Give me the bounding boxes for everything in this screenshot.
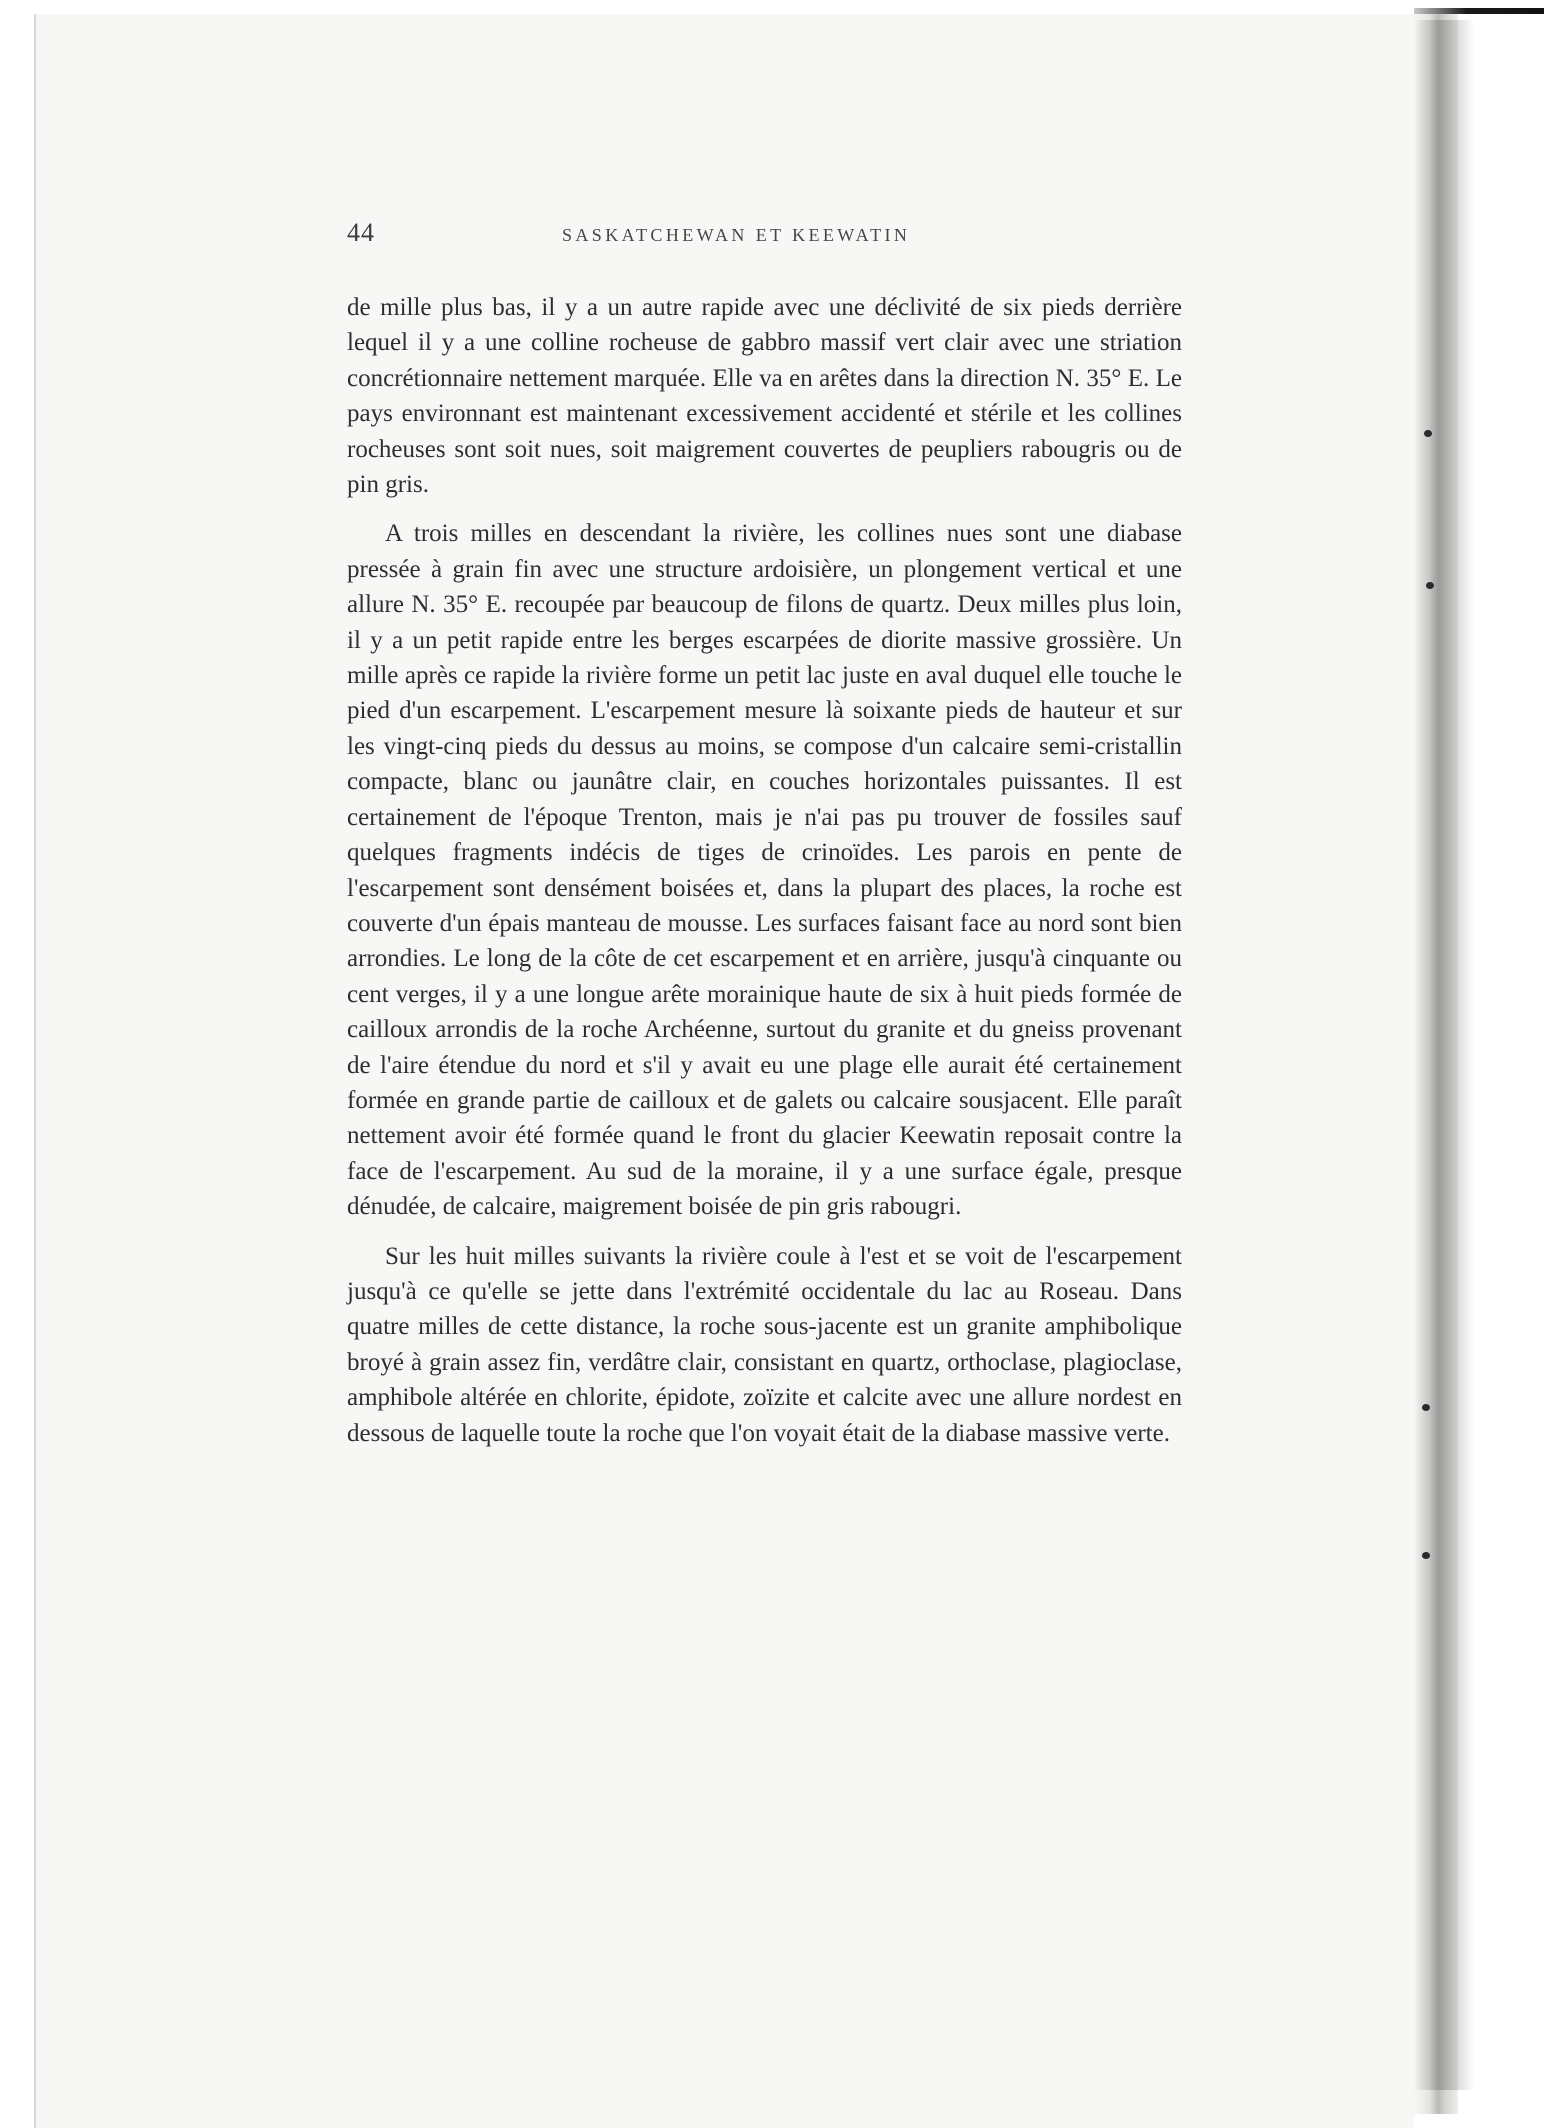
paragraph: de mille plus bas, il y a un autre rapide avec une déclivité de six pieds derrière lequel il y a une colline rocheuse de gabbro massif vert clair avec une striation concrétionnaire nettement marquée. Elle va en arêtes dans la direction N. 35° E. Le pays environnant est maintenant excessivement accidenté et stérile et les collines rocheuses sont soit nues, soit maigrement couvertes de peupliers rabougris ou de pin gris. [347, 294, 1182, 499]
paragraph: Sur les huit milles suivants la rivière coule à l'est et se voit de l'escarpement jusqu'à ce qu'elle se jette dans l'extrémité occidentale du lac au Roseau. Dans quatre milles de cette distance, la roche sous-jacente est un granite amphibolique broyé à grain assez fin, verdâtre clair, consistant en quartz, orthoclase, plagioclase, amphibole altérée en chlorite, épidote, zoïzite et calcite avec une allure nordest en dessous de laquelle toute la roche que l'on voyait était de la diabase massive verte. [347, 1242, 1182, 1447]
scan-speck [1424, 430, 1432, 437]
scan-speck [1426, 582, 1434, 589]
scan-speck [1422, 1404, 1430, 1411]
scan-speck [1422, 1552, 1430, 1559]
page-edge-gradient [1414, 20, 1474, 2090]
paragraph: A trois milles en descendant la rivière, les collines nues sont une diabase pressée à grain fin avec une structure ardoisière, un plongement vertical et une allure N. 35° E. recoupée par beaucoup de filons de quartz. Deux milles plus loin, il y a un petit rapide entre les berges escarpées de diorite massive grossière. Un mille après ce rapide la rivière forme un petit lac juste en aval duquel elle touche le pied d'un escarpement. L'escarpement mesure là soixante pieds de hauteur et sur les vingt-cinq pieds du dessus au moins, se compose d'un calcaire semi-cristallin compacte, blanc ou jaunâtre clair, en couches horizontales puissantes. Il est certainement de l'époque Trenton, mais je n'ai pas pu trouver de fossiles sauf quelques fragments indécis de tiges de crinoïdes. Les parois en pente de l'escarpement sont densément boisées et, dans la plupart des places, la roche est couverte d'un épais manteau de mousse. Les surfaces faisant face au nord sont bien arrondies. Le long de la côte de cet escarpement et en arrière, jusqu'à cinquante ou cent verges, il y a une longue arête morainique haute de six à huit pieds formée de cailloux arrondis de la roche Archéenne, surtout du granite et du gneiss provenant de l'aire étendue du nord et s'il y avait eu une plage elle aurait été certainement formée en grande partie de cailloux et de galets ou calcaire sousjacent. Elle paraît nettement avoir été formée quand le front du glacier Keewatin reposait contre la face de l'escarpement. Au sud de la moraine, il y a une surface égale, presque dénudée, de calcaire, maigrement boisée de pin gris rabougri. [347, 520, 1182, 1221]
book-binding-edge [1414, 0, 1544, 2128]
body-text [347, 290, 1182, 1451]
page-number: 44 [347, 218, 375, 247]
running-title: SASKATCHEWAN ET KEEWATIN [562, 225, 911, 245]
